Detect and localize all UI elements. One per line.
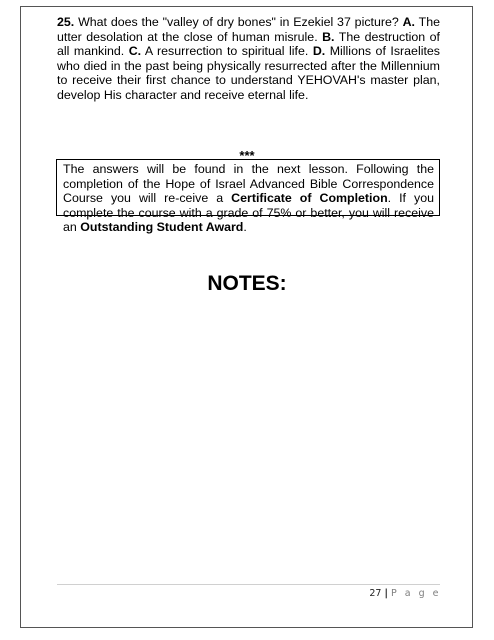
notice-text-2: . If you complete the course with a grade of 75% or better, you will receive an <box>63 191 434 235</box>
option-c-text: A resurrection to spiritual life. <box>141 44 313 59</box>
footer-divider <box>57 584 440 585</box>
option-b-text: The destruction of all mankind. <box>57 29 440 59</box>
page-number: 27 <box>369 588 382 599</box>
page-word: P a g e <box>391 588 441 599</box>
page-separator: | <box>384 588 388 599</box>
question-25 <box>57 15 440 103</box>
option-a-letter: A. <box>402 15 416 29</box>
option-c-letter: C. <box>128 44 142 59</box>
option-d-letter: D. <box>312 44 326 59</box>
question-text: What does the "valley of dry bones" in Ezekiel 37 picture? <box>74 15 403 29</box>
section-separator: *** <box>239 148 255 163</box>
notice-text-1: The answers will be found in the next lesson. Following the completion of the Hope of Israel Advanced Bible Correspondence Course you will re-ceive a <box>63 162 434 206</box>
option-b-letter: B. <box>322 29 335 44</box>
option-d-text: Millions of Israelites who died in the past being physically resurrected after the Millennium to receive their first chance to understand YEHOVAH's master plan, develop His character and receive eternal life. <box>57 44 440 102</box>
question-number: 25. <box>57 15 75 29</box>
notes-heading: NOTES: <box>207 272 287 295</box>
notice-text-3: . <box>243 220 247 235</box>
option-a-text: The utter desolation at the close of human misrule. <box>57 15 440 44</box>
certificate-label: Certificate of Completion <box>231 191 388 206</box>
award-label: Outstanding Student Award <box>80 220 244 235</box>
completion-notice-box <box>56 159 440 235</box>
page-footer <box>369 588 441 599</box>
